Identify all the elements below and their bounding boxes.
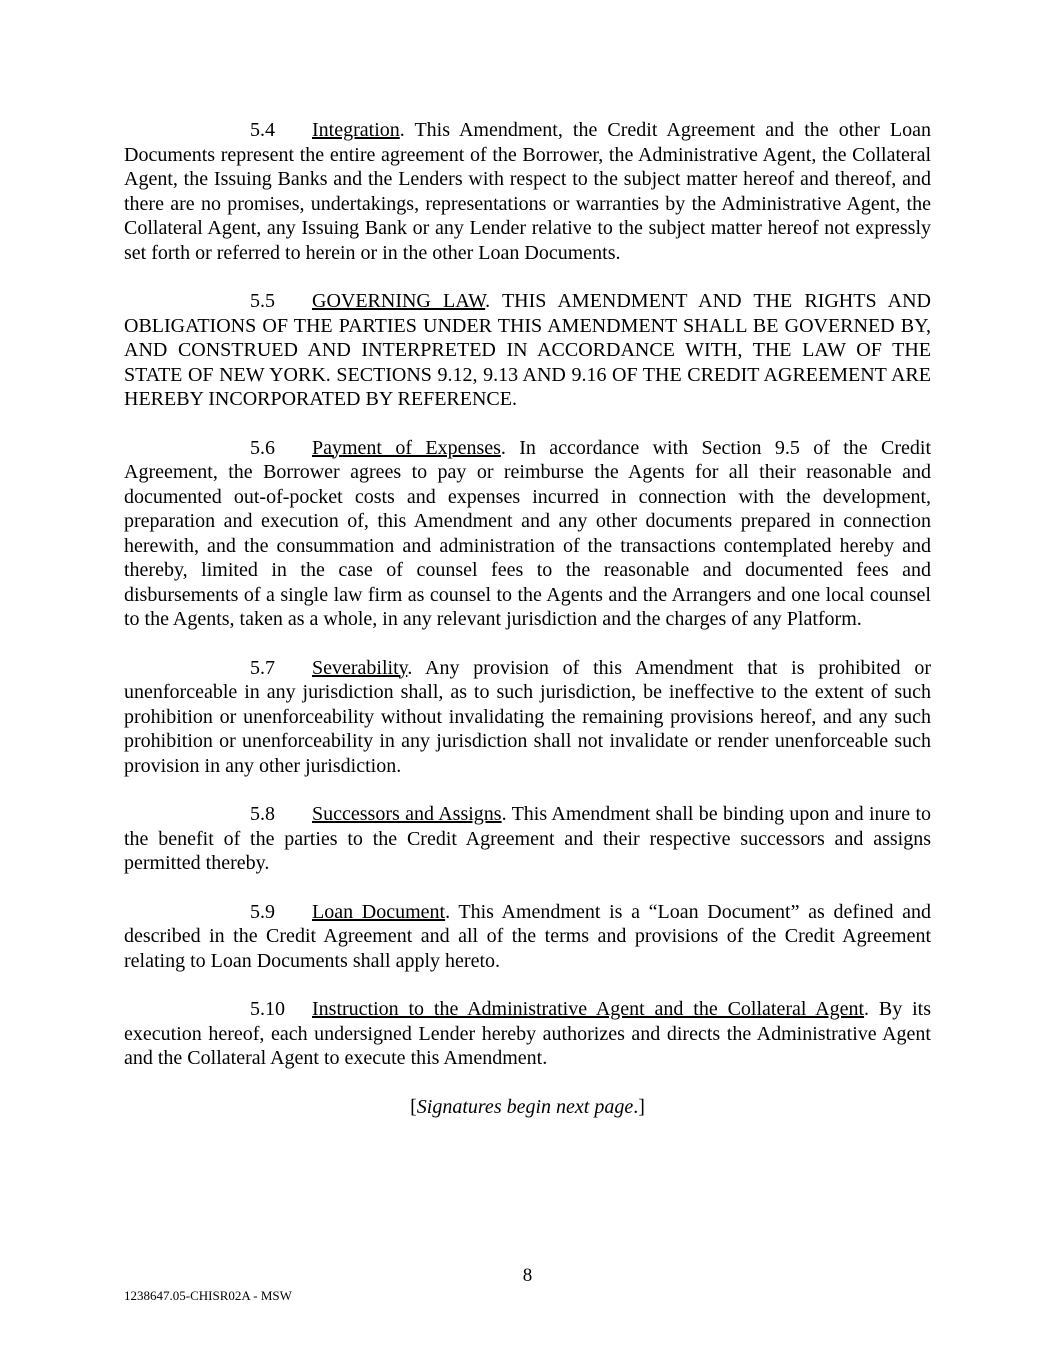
section-heading: Payment of Expenses: [312, 436, 501, 459]
section-paragraph: [124, 900, 931, 974]
sections: [124, 118, 931, 1071]
signature-note-close: .]: [633, 1095, 645, 1118]
signature-note-open-bracket: [: [410, 1095, 417, 1118]
page-number: 8: [522, 1265, 533, 1286]
section-body-text: . This Amendment is a “Loan Document” as defined and described in the Credit Agreement and all of the terms and provisions of the Credit Agreement relating to Loan Documents shall apply hereto.: [124, 900, 932, 972]
section-heading: Loan Document: [312, 900, 446, 923]
section-paragraph: [124, 997, 931, 1071]
section-heading: Successors and Assigns: [312, 803, 502, 825]
section-paragraph: [124, 118, 931, 265]
section-body-text: . Any provision of this Amendment that is prohibited or unenforceable in any jurisdiction shall, as to such jurisdiction, be ineffective to the extent of such prohibition or unenforceability without invalidating the remaining provisions hereof, and any such prohibition or unenforceability in any jurisdiction shall not invalidate or render unenforceable such provision in any other jurisdiction.: [124, 656, 931, 777]
section-body-text: . In accordance with Section 9.5 of the Credit Agreement, the Borrower agrees to pay or reimburse the Agents for all their reasonable and documented out-of-pocket costs and expenses incurred in connection with the development, preparation and execution of, this Amendment and any other documents prepared in connection herewith, and the consummation and administration of the transactions contemplated hereby and thereby, limited in the case of counsel fees to the reasonable and documented fees and disbursements of a single law firm as counsel to the Agents and the Arrangers and one local counsel to the Agents, taken as a whole, in any relevant jurisdiction and the charges of any Platform.: [124, 436, 931, 630]
section-number: 5.10: [250, 998, 285, 1020]
section-number: 5.7: [250, 656, 275, 679]
doc-id-footer: 1238647.05-CHISR02A - MSW: [124, 1288, 292, 1303]
section-body-text: . This Amendment shall be binding upon and inure to the benefit of the parties to the Credit Agreement and their respective successors and assigns permitted thereby.: [124, 803, 932, 874]
signature-note-italic-text: Signatures begin next page: [416, 1095, 634, 1118]
section-number: 5.6: [250, 436, 275, 459]
section-heading: GOVERNING LAW: [312, 290, 486, 312]
section-body-text: . THIS AMENDMENT AND THE RIGHTS AND OBLIGATIONS OF THE PARTIES UNDER THIS AMENDMENT SHALL BE GOVERNED BY, AND CONSTRUED AND INTERPRETED IN ACCORDANCE WITH, THE LAW OF THE STATE OF NEW YORK. SECTIONS 9.12, 9.13 AND 9.16 OF THE CREDIT AGREEMENT ARE HEREBY INCORPORATED BY REFERENCE.: [124, 290, 931, 410]
section-paragraph: [124, 289, 931, 412]
section-body-text: . This Amendment, the Credit Agreement and the other Loan Documents represent the entire agreement of the Borrower, the Administrative Agent, the Collateral Agent, the Issuing Banks and the Lenders with respect to the subject matter hereof and thereof, and there are no promises, undertakings, representations or warranties by the Administrative Agent, the Collateral Agent, any Issuing Bank or any Lender relative to the subject matter hereof not expressly set forth or referred to herein or in the other Loan Documents.: [124, 119, 931, 264]
section-paragraph: [124, 656, 931, 779]
section-number: 5.8: [250, 803, 275, 825]
section-number: 5.4: [250, 119, 275, 141]
section-heading: Instruction to the Administrative Agent and the Collateral Agent: [312, 998, 865, 1020]
section-heading: Severability: [312, 656, 408, 679]
signature-note: [124, 1095, 931, 1120]
document-body: [124, 118, 931, 1139]
section-paragraph: [124, 436, 931, 632]
section-number: 5.5: [250, 290, 275, 312]
section-body-text: . By its execution hereof, each undersigned Lender hereby authorizes and directs the Administrative Agent and the Collateral Agent to execute this Amendment.: [124, 998, 931, 1069]
section-paragraph: [124, 802, 931, 876]
section-heading: Integration: [312, 119, 400, 141]
section-number: 5.9: [250, 900, 275, 923]
